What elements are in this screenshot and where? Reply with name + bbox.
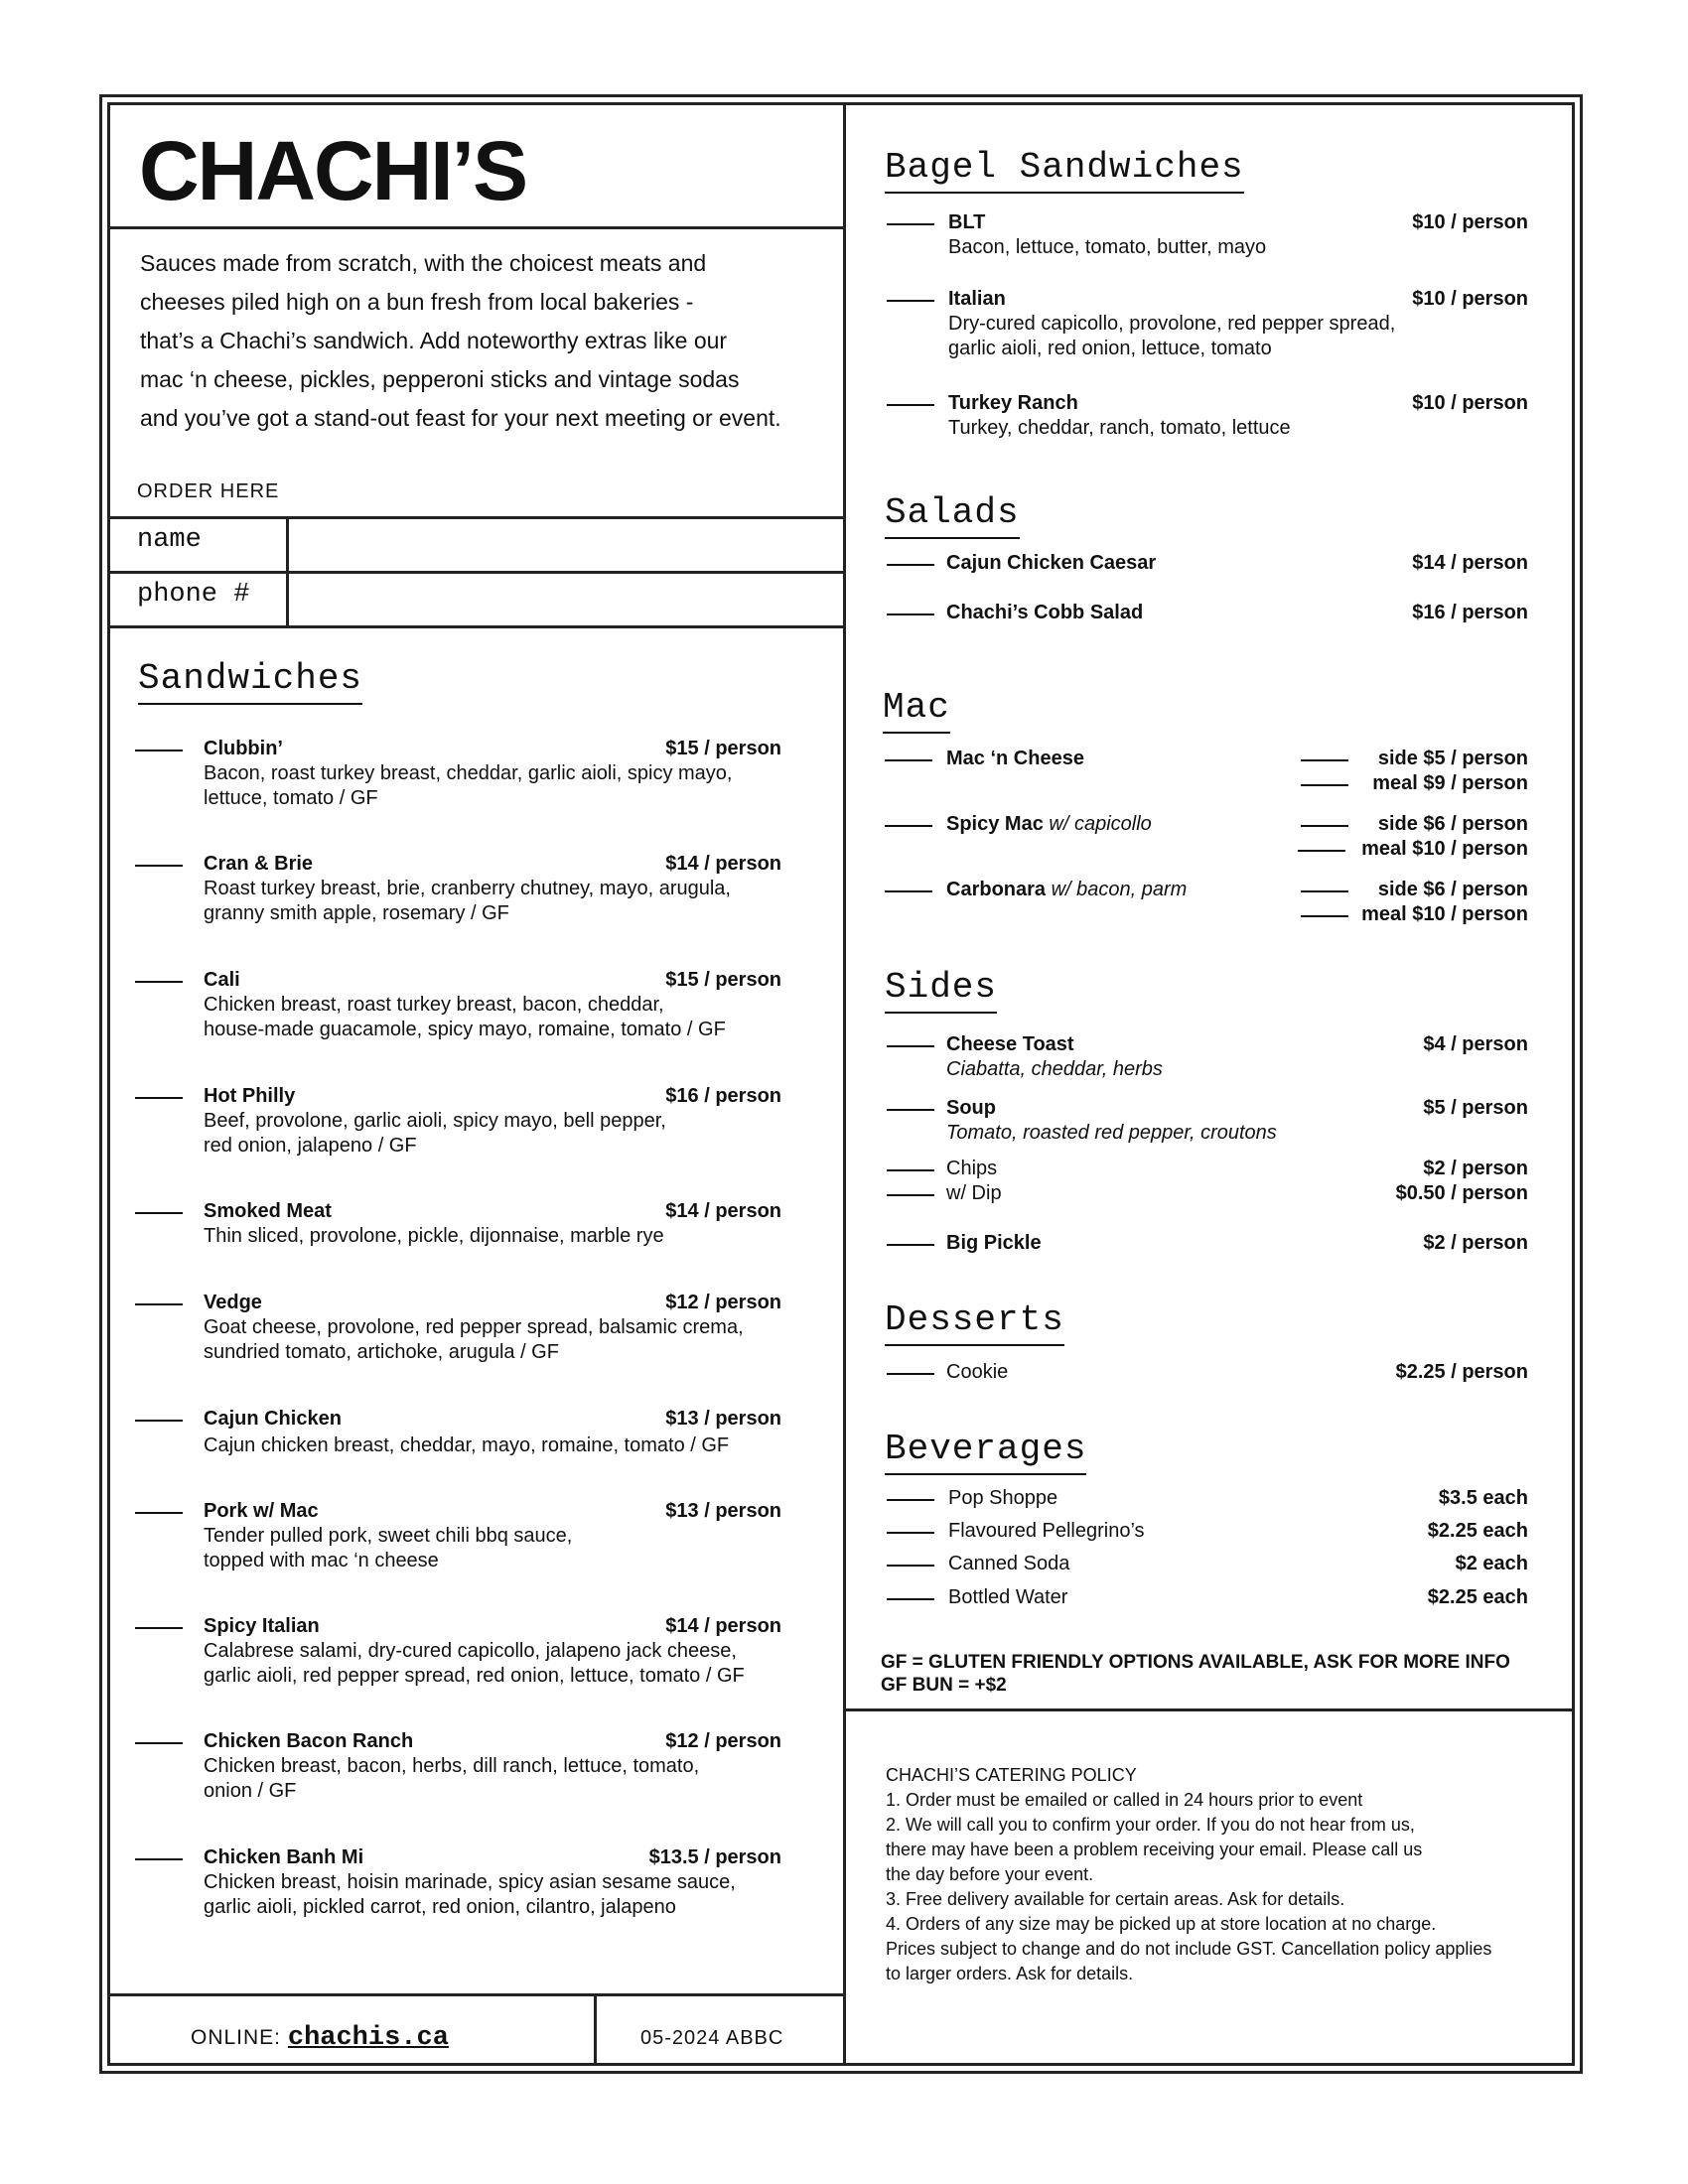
- item-price: $10 / person: [1412, 288, 1528, 310]
- item-name: Italian: [948, 288, 1006, 310]
- item-name: Cran & Brie: [204, 853, 314, 875]
- menu-item: BLT $10 / person Bacon, lettuce, tomato, butter, mayo: [948, 210, 1528, 260]
- quantity-blank[interactable]: [887, 1244, 934, 1246]
- menu-item: Cajun Chicken $13 / person Cajun chicken breast, cheddar, mayo, romaine, tomato / GF: [204, 1407, 781, 1458]
- quantity-blank[interactable]: [135, 1858, 183, 1860]
- gf-note: GF = GLUTEN FRIENDLY OPTIONS AVAILABLE, ASK FOR MORE INFO GF BUN = +$2: [881, 1652, 1510, 1696]
- item-name: Smoked Meat: [204, 1200, 332, 1222]
- quantity-blank[interactable]: [885, 825, 932, 827]
- item-price: $0.50 / person: [1395, 1182, 1528, 1204]
- menu-item: [946, 1181, 1528, 1206]
- form-top-line: [107, 516, 846, 519]
- form-bottom-line: [107, 625, 846, 628]
- item-name: Cali: [204, 969, 240, 991]
- website-link[interactable]: chachis.ca: [287, 2023, 449, 2053]
- item-name: Spicy Mac: [946, 813, 1044, 835]
- item-price: $2.25 each: [1427, 1520, 1528, 1542]
- policy-heading: CHACHI’S CATERING POLICY: [886, 1765, 1137, 1785]
- menu-item: Vedge $12 / person Goat cheese, provolone, red pepper spread, balsamic crema, sundried tomato, artichoke, arugula / GF: [204, 1291, 781, 1365]
- item-name: Clubbin’: [204, 738, 283, 759]
- item-name: Chachi’s Cobb Salad: [946, 602, 1144, 623]
- item-name: Canned Soda: [948, 1553, 1070, 1574]
- order-heading: ORDER HERE: [137, 480, 280, 502]
- menu-item: [946, 601, 1528, 625]
- beverages-title: Beverages: [885, 1432, 1086, 1475]
- item-name: Cookie: [946, 1361, 1009, 1383]
- phone-field[interactable]: [290, 575, 842, 624]
- item-price: $10 / person: [1412, 211, 1528, 233]
- quantity-blank[interactable]: [887, 614, 934, 615]
- item-name: Cheese Toast: [946, 1033, 1074, 1055]
- bagels-title: Bagel Sandwiches: [885, 150, 1244, 194]
- item-name: Soup: [946, 1097, 996, 1119]
- item-price: $13 / person: [665, 1500, 781, 1522]
- item-name: Mac ‘n Cheese: [946, 748, 1084, 769]
- item-price: $2 / person: [1423, 1158, 1528, 1179]
- menu-item: Clubbin’ $15 / person Bacon, roast turkey breast, cheddar, garlic aioli, spicy mayo, lettuce, tomato / GF: [204, 737, 781, 811]
- quantity-blank[interactable]: [887, 1532, 934, 1534]
- side-quantity-blank[interactable]: [1301, 890, 1348, 892]
- form-mid-line: [107, 571, 846, 574]
- quantity-blank[interactable]: [887, 1109, 934, 1111]
- quantity-blank[interactable]: [887, 1373, 934, 1375]
- meal-price: meal $10 / person: [1361, 903, 1528, 925]
- brand-divider: [107, 226, 846, 229]
- menu-item: [946, 1360, 1528, 1385]
- item-extra: w/ capicollo: [1049, 813, 1152, 835]
- item-price: $5 / person: [1423, 1097, 1528, 1119]
- side-quantity-blank[interactable]: [1301, 759, 1348, 761]
- item-name: Cajun Chicken: [204, 1408, 342, 1430]
- menu-code: 05-2024 ABBC: [640, 2027, 784, 2049]
- mac-item: [946, 812, 1528, 860]
- mac-item: [946, 878, 1528, 925]
- item-price: $4 / person: [1423, 1033, 1528, 1055]
- quantity-blank[interactable]: [887, 1565, 934, 1567]
- quantity-blank[interactable]: [135, 1303, 183, 1305]
- item-name: Pork w/ Mac: [204, 1500, 319, 1522]
- quantity-blank[interactable]: [135, 1212, 183, 1214]
- menu-item: Italian $10 / person Dry-cured capicollo, provolone, red pepper spread, garlic aioli, red onion, lettuce, tomato: [948, 287, 1528, 361]
- quantity-blank[interactable]: [135, 1420, 183, 1422]
- meal-quantity-blank[interactable]: [1301, 784, 1348, 786]
- quantity-blank[interactable]: [887, 1045, 934, 1047]
- intro-text: Sauces made from scratch, with the choicest meats and cheeses piled high on a bun fresh from local bakeries - that’s a Chachi’s sandwich. Add noteworthy extras like our mac ‘n cheese, pickles, pepperoni sticks and vintage sodas and you’ve got a stand-out feast for your next meeting or event.: [140, 250, 781, 431]
- item-price: $15 / person: [665, 969, 781, 991]
- side-quantity-blank[interactable]: [1301, 825, 1348, 827]
- quantity-blank[interactable]: [885, 890, 932, 892]
- quantity-blank[interactable]: [135, 1512, 183, 1514]
- menu-item: [946, 1231, 1528, 1256]
- item-price: $15 / person: [665, 738, 781, 759]
- quantity-blank[interactable]: [135, 1097, 183, 1099]
- quantity-blank[interactable]: [887, 564, 934, 566]
- menu-item: Cali $15 / person Chicken breast, roast turkey breast, bacon, cheddar, house-made guacamole, spicy mayo, romaine, tomato / GF: [204, 968, 781, 1042]
- menu-item: Cheese Toast $4 / person Ciabatta, cheddar, herbs: [946, 1032, 1528, 1082]
- online-footer: [191, 2023, 449, 2053]
- menu-item: Chicken Banh Mi $13.5 / person Chicken breast, hoisin marinade, spicy asian sesame sauce, garlic aioli, pickled carrot, red onion, cilantro, jalapeno: [204, 1845, 781, 1920]
- side-price: side $6 / person: [1377, 813, 1528, 835]
- item-price: $2 each: [1455, 1553, 1528, 1574]
- item-name: Cajun Chicken Caesar: [946, 552, 1157, 574]
- item-price: $3.5 each: [1438, 1487, 1528, 1509]
- quantity-blank[interactable]: [135, 750, 183, 751]
- policy-divider: [843, 1708, 1575, 1711]
- quantity-blank[interactable]: [135, 1742, 183, 1744]
- item-price: $13.5 / person: [648, 1846, 781, 1868]
- sides-title: Sides: [885, 970, 997, 1014]
- item-name: Vedge: [204, 1292, 262, 1313]
- mac-item: [946, 747, 1528, 794]
- name-field[interactable]: [290, 520, 842, 570]
- meal-quantity-blank[interactable]: [1298, 850, 1345, 852]
- item-price: $16 / person: [1412, 602, 1528, 623]
- item-name: Spicy Italian: [204, 1615, 320, 1637]
- quantity-blank[interactable]: [887, 1598, 934, 1600]
- meal-quantity-blank[interactable]: [1301, 915, 1348, 917]
- phone-label: phone #: [137, 580, 250, 610]
- quantity-blank[interactable]: [135, 1627, 183, 1629]
- item-price: $14 / person: [665, 1200, 781, 1222]
- quantity-blank[interactable]: [887, 1169, 934, 1171]
- menu-item: Turkey Ranch $10 / person Turkey, cheddar, ranch, tomato, lettuce: [948, 391, 1528, 441]
- menu-item: Cran & Brie $14 / person Roast turkey breast, brie, cranberry chutney, mayo, arugula, granny smith apple, rosemary / GF: [204, 852, 781, 926]
- item-price: $14 / person: [1412, 552, 1528, 574]
- footer-line: [107, 1993, 846, 1996]
- column-divider: [843, 102, 846, 2066]
- item-price: $16 / person: [665, 1085, 781, 1107]
- item-name: BLT: [948, 211, 986, 233]
- item-price: $2.25 / person: [1395, 1361, 1528, 1383]
- item-name: w/ Dip: [946, 1182, 1002, 1204]
- item-price: $12 / person: [665, 1292, 781, 1313]
- meal-price: meal $10 / person: [1361, 838, 1528, 860]
- salads-title: Salads: [885, 495, 1020, 539]
- quantity-blank[interactable]: [887, 1499, 934, 1501]
- menu-item: Smoked Meat $14 / person Thin sliced, provolone, pickle, dijonnaise, marble rye: [204, 1199, 781, 1249]
- name-label: name: [137, 525, 202, 555]
- quantity-blank[interactable]: [135, 865, 183, 867]
- item-name: Pop Shoppe: [948, 1487, 1058, 1509]
- menu-item: [948, 1552, 1528, 1576]
- quantity-blank[interactable]: [887, 223, 934, 225]
- item-name: Chips: [946, 1158, 998, 1179]
- menu-item: [948, 1519, 1528, 1544]
- menu-item: [946, 551, 1528, 576]
- menu-item: [948, 1486, 1528, 1511]
- side-price: side $6 / person: [1377, 879, 1528, 900]
- online-label: ONLINE:: [191, 2026, 282, 2049]
- item-name: Big Pickle: [946, 1232, 1042, 1254]
- item-name: Flavoured Pellegrino’s: [948, 1520, 1145, 1542]
- menu-item: Chicken Bacon Ranch $12 / person Chicken breast, bacon, herbs, dill ranch, lettuce, tomato, onion / GF: [204, 1729, 781, 1804]
- sandwiches-title: Sandwiches: [138, 661, 362, 705]
- menu-item: Hot Philly $16 / person Beef, provolone, garlic aioli, spicy mayo, bell pepper, red onion, jalapeno / GF: [204, 1084, 781, 1159]
- menu-item: Spicy Italian $14 / person Calabrese salami, dry-cured capicollo, jalapeno jack cheese, garlic aioli, red pepper spread, red onion, lettuce, tomato / GF: [204, 1614, 781, 1689]
- item-name: Chicken Bacon Ranch: [204, 1730, 414, 1752]
- item-extra: w/ bacon, parm: [1051, 879, 1188, 900]
- item-name: Hot Philly: [204, 1085, 296, 1107]
- item-name: Carbonara: [946, 879, 1047, 900]
- item-price: $14 / person: [665, 853, 781, 875]
- footer-divider: [594, 1993, 597, 2066]
- catering-policy: CHACHI’S CATERING POLICY 1. Order must be emailed or called in 24 hours prior to event 2. We will call you to confirm your order. If you do not hear from us, there may have been a problem receiving your email. Please call us the day before your event. 3. Free delivery available for certain areas. Ask for details. 4. Orders of any size may be picked up at store location at no charge. Prices subject to change and do not include GST. Cancellation policy applies to larger orders. Ask for details.: [886, 1763, 1561, 1986]
- form-column-line: [286, 516, 289, 628]
- item-price: $13 / person: [665, 1408, 781, 1430]
- quantity-blank[interactable]: [135, 981, 183, 983]
- quantity-blank[interactable]: [887, 404, 934, 406]
- menu-item: [946, 1157, 1528, 1181]
- meal-price: meal $9 / person: [1372, 772, 1528, 794]
- menu-item: Soup $5 / person Tomato, roasted red pepper, croutons: [946, 1096, 1528, 1146]
- item-name: Turkey Ranch: [948, 392, 1078, 414]
- quantity-blank[interactable]: [887, 300, 934, 302]
- brand-logo: CHACHI’S: [139, 124, 527, 217]
- item-price: $2.25 each: [1427, 1586, 1528, 1608]
- desserts-title: Desserts: [885, 1302, 1064, 1346]
- mac-title: Mac: [883, 690, 950, 734]
- menu-item: Pork w/ Mac $13 / person Tender pulled pork, sweet chili bbq sauce, topped with mac ‘n cheese: [204, 1499, 781, 1573]
- item-name: Chicken Banh Mi: [204, 1846, 364, 1868]
- quantity-blank[interactable]: [887, 1194, 934, 1196]
- menu-item: [948, 1585, 1528, 1610]
- item-price: $2 / person: [1423, 1232, 1528, 1254]
- item-price: $12 / person: [665, 1730, 781, 1752]
- item-price: $10 / person: [1412, 392, 1528, 414]
- quantity-blank[interactable]: [885, 759, 932, 761]
- side-price: side $5 / person: [1377, 748, 1528, 769]
- item-name: Bottled Water: [948, 1586, 1068, 1608]
- item-price: $14 / person: [665, 1615, 781, 1637]
